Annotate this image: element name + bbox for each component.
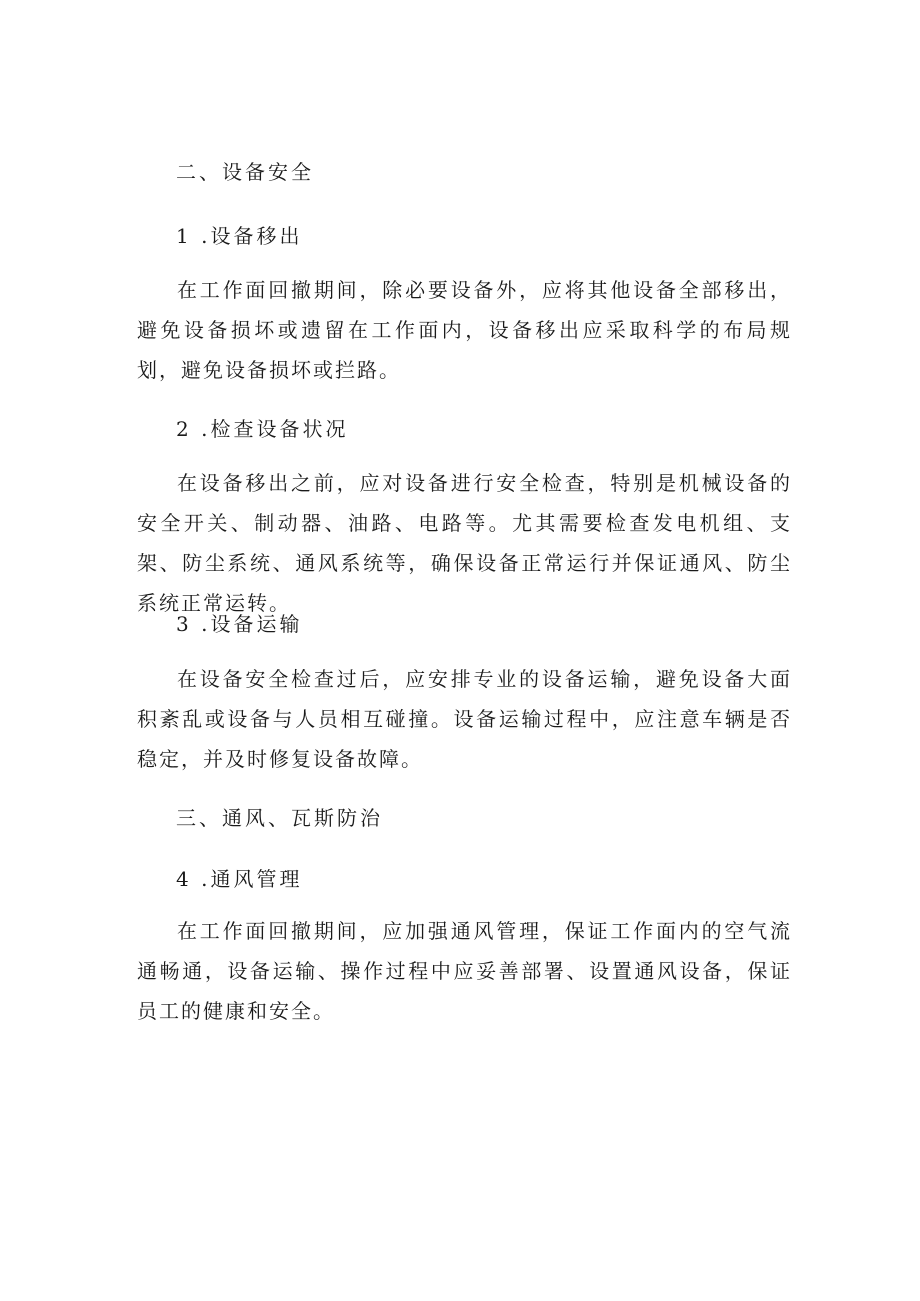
- section-heading-ventilation-gas: 三、通风、瓦斯防治: [176, 806, 383, 830]
- paragraph-ventilation-management: 在工作面回撤期间，应加强通风管理，保证工作面内的空气流通畅通，设备运输、操作过程中应妥善部署、设置通风设备，保证员工的健康和安全。: [137, 919, 792, 1023]
- subsection-heading-equipment-inspection: 2 .检查设备状况: [176, 417, 349, 441]
- paragraph-equipment-inspection: 在设备移出之前，应对设备进行安全检查，特别是机械设备的安全开关、制动器、油路、电路等。尤其需要检查发电机组、支架、防尘系统、通风系统等，确保设备正常运行并保证通风、防尘系统正常运转。: [137, 471, 792, 615]
- section-heading-equipment-safety: 二、设备安全: [176, 160, 314, 184]
- subsection-heading-ventilation-management: 4 .通风管理: [176, 867, 303, 891]
- subsection-heading-equipment-removal: 1 .设备移出: [176, 224, 303, 248]
- paragraph-equipment-transport: 在设备安全检查过后，应安排专业的设备运输，避免设备大面积紊乱或设备与人员相互碰撞。设备运输过程中，应注意车辆是否稳定，并及时修复设备故障。: [137, 667, 792, 771]
- paragraph-equipment-removal: 在工作面回撤期间，除必要设备外，应将其他设备全部移出，避免设备损坏或遗留在工作面内，设备移出应采取科学的布局规划，避免设备损坏或拦路。: [137, 278, 792, 382]
- subsection-heading-equipment-transport: 3 .设备运输: [176, 612, 303, 636]
